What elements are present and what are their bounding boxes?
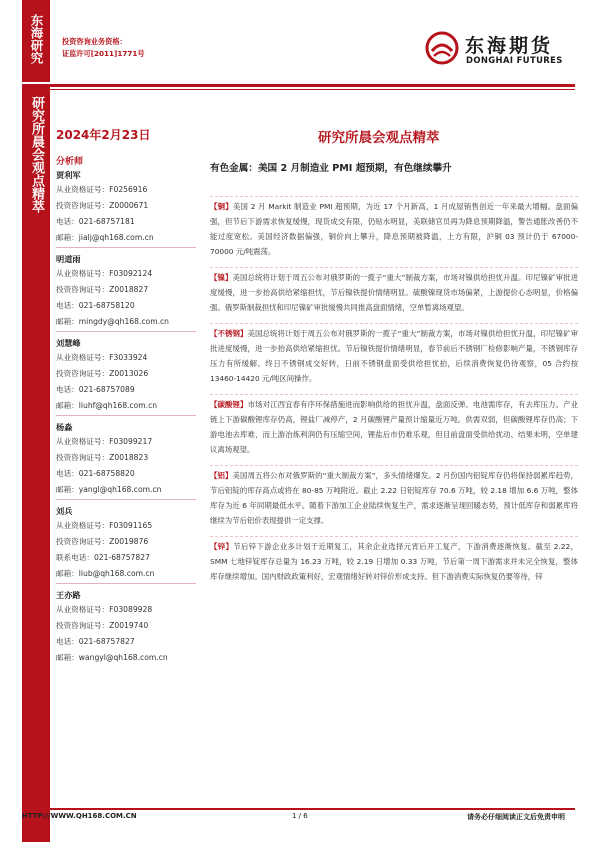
logo-mark-icon: [425, 31, 459, 65]
section-nickel: [210, 267, 578, 315]
analyst-license: 从业资格证号：F03089928: [56, 605, 153, 614]
logo-english-text: DONGHAI FUTURES: [466, 55, 563, 65]
analyst-license: 从业资格证号：F03099217: [56, 437, 153, 446]
side-brand-label: 东海研究: [29, 14, 44, 64]
page-number: 1 / 6: [292, 812, 308, 820]
section-tag: 【不锈钢】: [210, 329, 248, 338]
analyst-advisory: 投资咨询证号：Z0000671: [56, 201, 149, 210]
side-report-label: 研究所晨会观点精萃: [29, 96, 44, 213]
analyst-email[interactable]: 邮箱：wangyl@qh168.com.cn: [56, 653, 168, 662]
report-date: 2024年2月23日: [56, 128, 151, 142]
license-line: 证监许可[2011]1771号: [62, 49, 145, 58]
analyst-divider: [56, 583, 196, 584]
section-tag: 【镍】: [210, 273, 233, 282]
section-tag: 【碳酸锂】: [210, 400, 248, 409]
analyst-phone: 电话：021-68758120: [56, 301, 135, 310]
analyst-name: 贾利军: [56, 170, 81, 180]
header-rule: [22, 84, 575, 87]
analyst-phone: 联系电话：021-68757827: [56, 553, 150, 562]
analyst-name: 杨淼: [56, 422, 73, 432]
section-tag: 【铜】: [210, 202, 233, 211]
qualification-block: [62, 36, 145, 60]
footer-rule: [22, 808, 575, 810]
company-logo: [425, 28, 575, 68]
analyst-license: 从业资格证号：F03092124: [56, 269, 153, 278]
analyst-license: 从业资格证号：F0256916: [56, 185, 148, 194]
analyst-heading: 分析师: [56, 157, 84, 167]
analyst-list: [56, 168, 196, 670]
report-title: 研究所晨会观点精萃: [318, 130, 440, 146]
analyst-license: 从业资格证号：F03091165: [56, 521, 153, 530]
section-text: 市场对江西宜春有序环保措施进而影响供给的担忧升温，盘面反弹。电池需库存，有去库压力。产业链上下游碳酸锂库存仍高，锂盐厂减停产，2 月碳酸锂产量预计缩量近万吨。供需双弱，但碳酸锂库存仍高；下游电池去库难，而上游冶炼利润仍有压缩空间，锂盐后市仍难乐观，但目前盘面受供给扰动、结果未明，空单建议离场观望。: [210, 400, 578, 454]
analyst-phone: 电话：021-68757827: [56, 637, 135, 646]
analyst-email[interactable]: 邮箱：jialj@qh168.com.cn: [56, 233, 154, 242]
section-stainless-steel: [210, 323, 578, 386]
analyst-card: [56, 420, 196, 500]
analyst-license: 从业资格证号：F3033924: [56, 353, 148, 362]
footer-url-link[interactable]: HTTP://WWW.QH168.COM.CN: [22, 812, 137, 820]
analyst-card: [56, 252, 196, 332]
section-text: 美国周五将公布对俄罗斯的“重大制裁方案”，多头情绪爆发。2 月份国内铝锭库存仍将保持弱累库趋势，节后铝锭的库存高点或将在 80-85 万吨附近。截止 2.22 日铝锭库存 70.6 万吨，较 2.18 增加 6.6 万吨，整体库存为近 6 年同期最低水平。随着下游加工企业陆续恢复生产，需求逐渐呈现回暖态势，预计低库存和弱累库将继续为节后铝价表现提供一定支撑。: [210, 471, 578, 525]
qualification-line: 投资咨询业务资格：: [62, 37, 127, 46]
analyst-card: [56, 588, 196, 666]
analyst-email[interactable]: 邮箱：liuhf@qh168.com.cn: [56, 401, 158, 410]
header-rule-thin: [22, 89, 575, 90]
analyst-divider: [56, 331, 196, 332]
analyst-divider: [56, 415, 196, 416]
analyst-advisory: 投资咨询证号：Z0019876: [56, 537, 149, 546]
analyst-phone: 电话：021-68757089: [56, 385, 135, 394]
analyst-card: [56, 336, 196, 416]
analyst-email[interactable]: 邮箱：mingdy@qh168.com.cn: [56, 317, 169, 326]
section-text: 美国总统将计划于周五公布对俄罗斯的一揽子“重大”制裁方案，市场对镍供给担忧升温，印尼镍矿审批进度缓慢，进一步抬高供给紧缩担忧。节后镍铁提价情绪明显，春节前后不锈钢厂检修影响产量，不锈钢库存压力有所缓解。终日不锈钢成交好转，日前不锈钢盘面受供给担忧拍，后续消费恢复仍待观察，05 合约按 13460-14420 元/吨区间操作。: [210, 329, 578, 383]
analyst-name: 明道雨: [56, 254, 81, 264]
analyst-divider: [56, 247, 196, 248]
section-tag: 【锌】: [210, 542, 234, 551]
section-copper: [210, 196, 578, 259]
analyst-card: [56, 504, 196, 584]
analyst-card: [56, 168, 196, 248]
sector-title: 有色金属：美国 2 月制造业 PMI 超预期，有色继续攀升: [210, 163, 452, 174]
section-lithium-carbonate: [210, 394, 578, 457]
section-text: 节后锌下游企业多计划于近期复工，其余企业选择元宵后开工复产，下游消费逐渐恢复。截至 2.22，SMM 七地锌锭库存总量为 16.23 万吨，较 2.19 日增加 0.33 万吨，节后第一周下游需求并未完全恢复，整体库存继续增加。国内财政政策利好，宏观情绪好转对锌价形成支持。但下游消费实际恢复仍要等待，锌: [210, 542, 578, 581]
analyst-email[interactable]: 邮箱：liub@qh168.com.cn: [56, 569, 155, 578]
analyst-advisory: 投资咨询证号：Z0019740: [56, 621, 149, 630]
analyst-advisory: 投资咨询证号：Z0018827: [56, 285, 149, 294]
analyst-phone: 电话：021-68757181: [56, 217, 135, 226]
logo-chinese-text: 东海期货: [465, 35, 554, 57]
footer-disclaimer: 请务必仔细阅读正文后免责申明: [467, 813, 565, 821]
section-zinc: [210, 536, 578, 584]
analyst-email[interactable]: 邮箱：yangl@qh168.com.cn: [56, 485, 162, 494]
commentary-sections: [210, 196, 578, 592]
section-aluminum: [210, 465, 578, 528]
analyst-name: 王亦路: [56, 590, 81, 600]
analyst-name: 刘兵: [56, 506, 73, 516]
analyst-phone: 电话：021-68758820: [56, 469, 135, 478]
analyst-divider: [56, 499, 196, 500]
section-text: 美国总统将计划于周五公布对俄罗斯的一揽子“重大”制裁方案，市场对镍供给担忧升温。印尼镍矿审批进度缓慢，进一步抬高供给紧缩担忧，节后镍铁提价情绪明显。硫酸镍现货市场偏紧，上游提价心态明显，价格偏强。俄罗斯制裁担忧和印尼镍矿审批缓慢共同推高盘面情绪，空单暂离场观望。: [210, 273, 578, 312]
section-text: 美国 2 月 Markit 制造业 PMI 超预期，为近 17 个月新高，1 月成屋销售创近一年来最大增幅。盘面偏强，但节后下游需求恢复缓慢，现货成交有限，仍贴水明显，美联储官员再为降息预期降温，警告通胀改善仍不能过度宽松。美国经济数据偏强，铜价向上攀升，降息预期被降温，上方有限，沪铜 03 预计仍于 67000-70000 元/吨震荡。: [210, 202, 578, 256]
analyst-name: 刘慧峰: [56, 338, 81, 348]
section-tag: 【铝】: [210, 471, 233, 480]
analyst-advisory: 投资咨询证号：Z0018823: [56, 453, 149, 462]
analyst-advisory: 投资咨询证号：Z0013026: [56, 369, 149, 378]
